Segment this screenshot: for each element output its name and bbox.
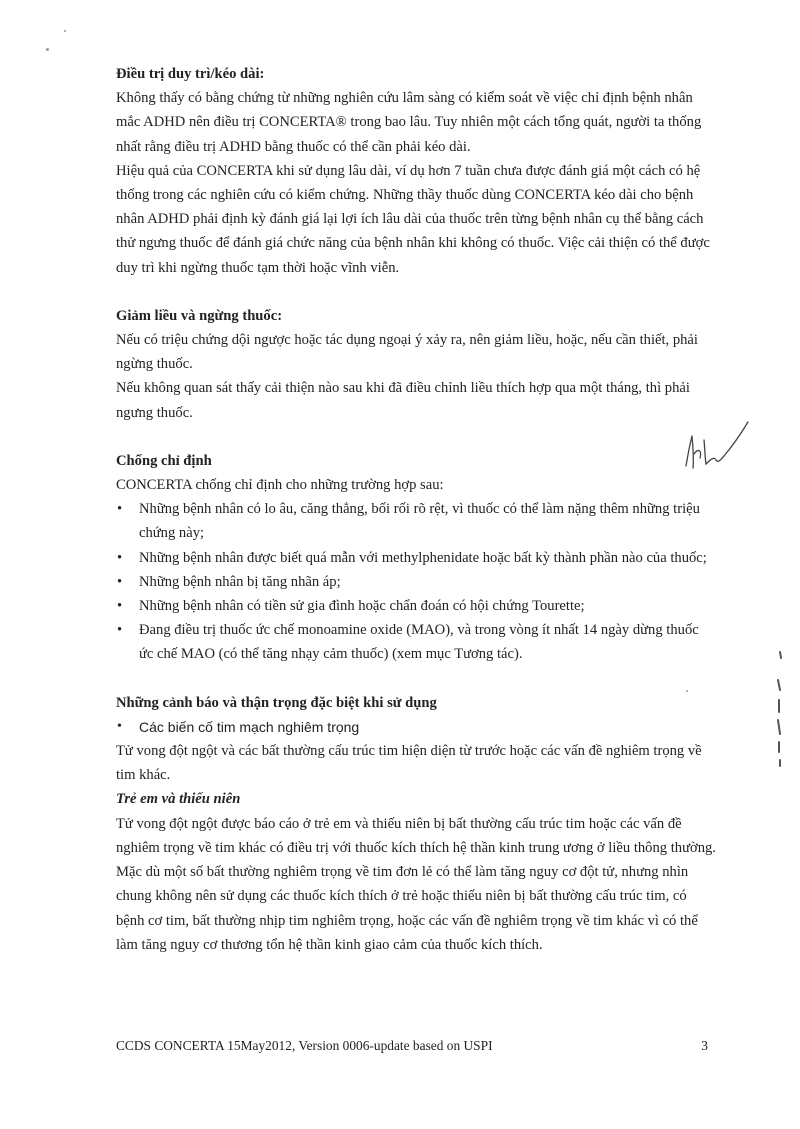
handwritten-initials [680, 418, 750, 478]
scan-edge-marks [770, 650, 790, 770]
scan-speck [64, 30, 66, 32]
page-number: 3 [701, 1038, 708, 1053]
footer-doc-reference: CCDS CONCERTA 15May2012, Version 0006-update based on USPI [116, 1038, 493, 1053]
subheading-children: Trẻ em và thiếu niên [116, 791, 241, 808]
scan-speck [46, 48, 49, 51]
heading-maintenance: Điều trị duy trì/kéo dài: [116, 66, 265, 82]
list-item: • Những bệnh nhân được biết quá mẫn với methylphenidate hoặc bất kỳ thành phần nào của thuốc; [116, 546, 716, 570]
contraindications-intro: CONCERTA chống chỉ định cho những trường hợp sau: [116, 477, 444, 494]
list-item: • Đang điều trị thuốc ức chế monoamine oxide (MAO), và trong vòng ít nhất 14 ngày dừng thuốc ức chế MAO (có thể tăng nhạy cảm thuốc) (xem mục Tương tác). [116, 618, 716, 666]
list-item: • Những bệnh nhân có tiền sử gia đình hoặc chẩn đoán có hội chứng Tourette; [116, 594, 716, 618]
scan-speck [686, 690, 688, 692]
paragraph: Hiệu quả của CONCERTA khi sử dụng lâu dài, ví dụ hơn 7 tuần chưa được đánh giá một cách có hệ thống trong các nghiên cứu có kiểm chứng. Những thầy thuốc dùng CONCERTA kéo dài cho bệnh nhân ADHD phải định kỳ đánh giá lại lợi ích lâu dài của thuốc trên từng bệnh nhân cụ thể bằng cách thử ngưng thuốc để đánh giá chức năng của bệnh nhân khi không có thuốc. Việc cải thiện có thể được duy trì khi ngừng thuốc tạm thời hoặc vĩnh viễn. [116, 162, 710, 276]
paragraph: Tử vong đột ngột được báo cáo ở trẻ em và thiếu niên bị bất thường cấu trúc tim hoặc các vấn đề nghiêm trọng về tim khác có điều trị với thuốc kích thích hệ thần kinh trung ương ở liều thông thường. Mặc dù một số bất thường nghiêm trọng về tim đơn lẻ có thể làm tăng nguy cơ đột tử, nhưng nhìn chung không nên sử dụng các thuốc kích thích ở trẻ hoặc thiếu niên bị bất thường cấu trúc tim, có bệnh cơ tim, bất thường nhịp tim nghiêm trọng, hoặc các vấn đề nghiêm trọng về tim khác vì có thể làm tăng nguy cơ thương tổn hệ thần kinh giao cảm của thuốc kích thích. [116, 815, 716, 953]
paragraph: Nếu có triệu chứng dội ngược hoặc tác dụng ngoại ý xảy ra, nên giảm liều, hoặc, nếu cần thiết, phải ngừng thuốc. [116, 332, 698, 373]
heading-dose-reduction: Giảm liều và ngừng thuốc: [116, 307, 283, 324]
paragraph: Nếu không quan sát thấy cải thiện nào sau khi đã điều chỉnh liều thích hợp qua một tháng, thì phải ngưng thuốc. [116, 380, 690, 421]
page-footer [116, 1038, 708, 1054]
document-body [116, 62, 716, 957]
paragraph: Không thấy có bằng chứng từ những nghiên cứu lâm sàng có kiểm soát về việc chỉ định bệnh nhân mắc ADHD nên điều trị CONCERTA® trong bao lâu. Tuy nhiên một cách tổng quát, người ta thống nhất rằng điều trị ADHD bằng thuốc có thể cần phải kéo dài. [116, 90, 702, 155]
heading-warnings: Những cảnh báo và thận trọng đặc biệt khi sử dụng [116, 694, 437, 711]
paragraph: Tử vong đột ngột và các bất thường cấu trúc tim hiện diện từ trước hoặc các vấn đề nghiêm trọng về tim khác. [116, 743, 702, 784]
contraindications-list [116, 497, 716, 666]
list-item: • Những bệnh nhân bị tăng nhãn áp; [116, 570, 716, 594]
heading-contraindications: Chống chỉ định [116, 452, 212, 469]
warnings-bullet: • Các biến cố tim mạch nghiêm trọng [116, 715, 716, 739]
list-item: • Những bệnh nhân có lo âu, căng thẳng, bối rối rõ rệt, vì thuốc có thể làm nặng thêm những triệu chứng này; [116, 497, 716, 545]
